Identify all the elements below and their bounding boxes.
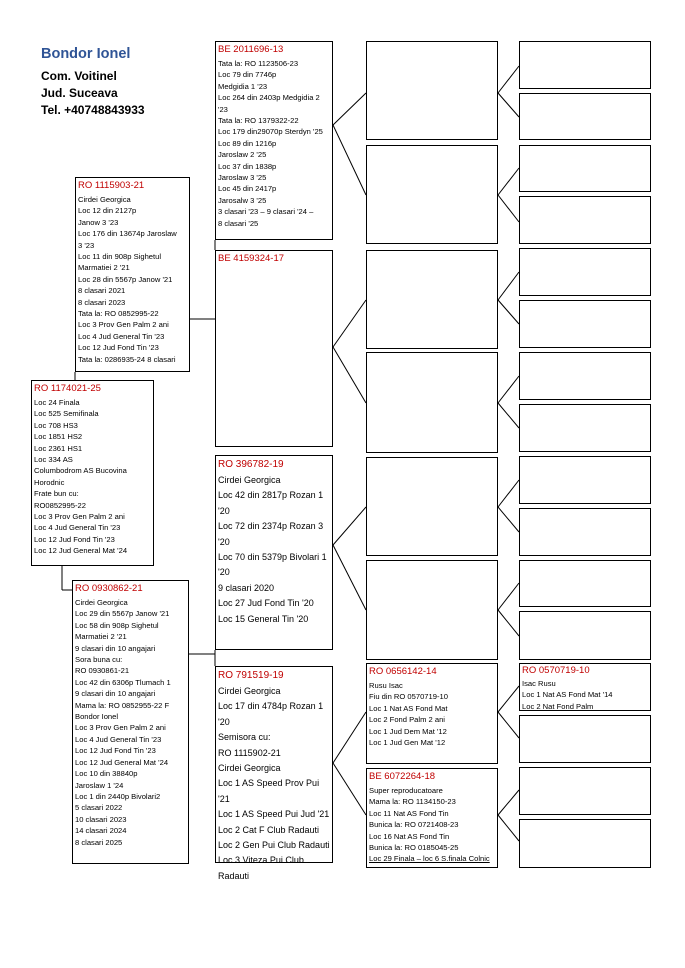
result-line: Loc 12 Jud Fond Tin '23 [34,534,115,544]
result-line: Mama la: RO 1134150-23 [369,797,456,807]
result-line: 3 '23 [78,240,95,250]
dam-dam-sire-sire-ring-id: RO 0570719-10 [522,665,590,676]
result-line: Janow 3 '23 [78,217,119,227]
result-line: Loc 12 Jud Fond Tin '23 [75,746,156,756]
result-line: Loc 2361 HS1 [34,443,83,453]
result-line: Loc 72 din 2374p Rozan 3 [218,521,324,532]
result-line: Loc 37 din 1838p [218,161,277,171]
result-line: Loc 4 Jud General Tin '23 [34,523,121,533]
gen4-box-4 [366,352,498,453]
result-line: RO 0930861-21 [75,666,130,676]
result-line: Jarosalw 3 '25 [218,195,267,205]
gen5-box-9 [519,456,651,504]
result-line: Loc 1 Jud Gen Mat '12 [369,738,446,748]
result-line: '20 [218,716,230,727]
result-line: 9 clasari din 10 angajari [75,643,156,653]
result-line: Tata la: RO 1379322-22 [218,116,299,126]
result-line: Jaroslaw 2 '25 [218,150,267,160]
gen5-box-1 [519,41,651,89]
gen5-box-10 [519,508,651,556]
result-line: Loc 2 Cat F Club Radauti [218,824,320,835]
result-line: Loc 42 din 2817p Rozan 1 [218,490,324,501]
result-line: 5 clasari 2022 [75,803,123,813]
result-line: Loc 24 Finala [34,398,80,407]
result-line: Loc 12 din 2127p [78,206,137,216]
result-line: '20 [218,567,230,578]
gen5-box-2 [519,93,651,140]
gen4-box-2 [366,145,498,244]
result-line: Loc 4 Jud General Tin '23 [75,734,162,744]
result-line: Rusu Isac [369,681,403,690]
result-line: Bondor Ionel [75,712,119,722]
dam-dam-dam-box [366,768,498,868]
result-line: Loc 10 din 38840p [75,769,138,779]
result-line: 8 clasari '25 [218,218,259,228]
gen5-box-12 [519,611,651,660]
result-line: Bunica la: RO 0721408-23 [369,820,459,830]
result-line: Loc 708 HS3 [34,420,78,430]
result-line: Radauti [218,870,250,881]
result-line: RO 1115902-21 [218,747,281,758]
dam-dam-sire-ring-id: RO 0656142-14 [369,666,437,677]
gen4-box-3 [366,250,498,349]
sire-dam-box [215,250,333,447]
result-line: Frate bun cu: [34,489,79,499]
result-line: Loc 12 Jud General Mat '24 [75,757,169,767]
dam-dam-sire-sire-box [519,663,651,711]
result-line: Loc 1 din 2440p Bivolari2 [75,791,161,801]
result-line: Sora buna cu: [75,655,123,665]
result-line: Horodnic [34,477,65,487]
dam-lines [73,597,188,848]
owner-phone: Tel. +40748843933 [41,103,145,117]
owner-info [41,46,145,119]
result-line: Marmatiei 2 '21 [75,632,127,642]
result-line: Loc 1851 HS2 [34,432,83,442]
result-line: Loc 58 din 908p Sighetul [75,620,159,630]
result-line: Loc 45 din 2417p [218,184,277,194]
result-line: 10 clasari 2023 [75,814,127,824]
dam-sire-ring-id: RO 396782-19 [218,459,284,470]
gen4-box-1 [366,41,498,140]
owner-name: Bondor Ionel [41,46,131,62]
result-line: Super reproducatoare [369,786,443,795]
gen5-box-8 [519,404,651,452]
result-line: Loc 176 din 13674p Jaroslaw [78,229,177,239]
result-line: Loc 2 Fond Palm 2 ani [369,715,445,725]
result-line: Loc 79 din 7746p [218,70,277,80]
result-line: 9 clasari din 10 angajari [75,689,156,699]
result-line: 14 clasari 2024 [75,826,127,836]
bird-box [31,380,154,566]
gen4-box-5 [366,457,498,556]
gen5-box-14 [519,715,651,763]
result-line: Loc 29 din 5567p Janow '21 [75,609,170,619]
result-line: Tata la: 0286935-24 8 clasari [78,354,176,364]
result-line: Loc 1 AS Speed Prov Pui [218,778,320,789]
result-line: Loc 4 Jud General Tin '23 [78,331,165,341]
gen5-box-6 [519,300,651,348]
bird-lines [32,397,153,557]
result-line: Loc 3 Prov Gen Palm 2 ani [34,512,125,522]
result-line: Loc 525 Semifinala [34,409,99,419]
result-line: Fiu din RO 0570719-10 [369,692,448,702]
result-line: '20 [218,505,230,516]
result-line: Loc 11 din 908p Sighetul [78,252,162,262]
dam-dam-sire-lines [367,680,497,748]
bird-ring-id: RO 1174021-25 [34,383,101,394]
sire-sire-ring-id: BE 2011696-13 [218,44,284,55]
result-line: Loc 89 din 1216p [218,138,277,148]
dam-dam-lines [216,684,332,884]
gen5-box-16 [519,819,651,868]
result-line: Jaroslaw 3 '25 [218,173,267,183]
result-line: Loc 70 din 5379p Bivolari 1 [218,552,327,563]
result-line: Loc 29 Finala – loc 6 S.finala Colnic [369,854,490,864]
result-line: Loc 2 Nat Fond Palm [522,701,594,711]
result-line: Columbodrom AS Bucovina [34,466,127,476]
result-line: Medgidia 1 '23 [218,81,268,91]
result-line: Semisora cu: [218,732,271,743]
dam-dam-sire-box [366,663,498,764]
gen5-box-15 [519,767,651,815]
sire-dam-ring-id: BE 4159324-17 [218,253,285,264]
dam-sire-lines [216,473,332,627]
result-line: Loc 1 AS Speed Pui Jud '21 [218,809,330,820]
result-line: Loc 12 Jud Fond Tin '23 [78,343,159,353]
result-line: 8 clasari 2021 [78,286,126,296]
result-line: Loc 28 din 5567p Janow '21 [78,274,173,284]
result-line: 8 clasari 2023 [78,297,126,307]
result-line: Loc 264 din 2403p Medgidia 2 [218,93,320,103]
result-line: Loc 16 Nat AS Fond Tin [369,831,450,841]
result-line: '23 [218,104,228,114]
result-line: Loc 1 Nat AS Fond Mat '14 [522,690,613,700]
result-line: '20 [218,536,230,547]
sire-sire-box [215,41,333,240]
gen4-box-6 [366,560,498,660]
result-line: 3 clasari '23 – 9 clasari '24 – [218,207,314,217]
dam-dam-dam-lines [367,785,497,865]
result-line: Jaroslaw 1 '24 [75,780,124,790]
result-line: Loc 3 Prov Gen Palm 2 ani [78,320,169,330]
result-line: Bunica la: RO 0185045-25 [369,843,459,853]
dam-dam-box [215,666,333,881]
dam-sire-box [215,455,333,650]
result-line: Loc 179 din29070p Sterdyn '25 [218,127,323,137]
gen5-box-11 [519,560,651,607]
result-line: Loc 17 din 4784p Rozan 1 [218,701,324,712]
result-line: Loc 334 AS [34,455,73,465]
gen5-box-4 [519,196,651,244]
result-line: Loc 1 Jud Dem Mat '12 [369,726,447,736]
result-line: 9 clasari 2020 [218,582,275,593]
result-line: Cirdei Georgica [218,686,281,696]
sire-lines [76,194,189,365]
result-line: Loc 3 Viteza Pui Club [218,855,304,866]
result-line: Cirdei Georgica [78,195,131,204]
sire-sire-lines [216,58,332,229]
dam-dam-sire-sire-lines [520,678,650,712]
result-line: Loc 42 din 6306p Tlumach 1 [75,677,171,687]
result-line: Loc 15 General Tin '20 [218,613,309,624]
result-line: Tata la: RO 1123506-23 [218,59,299,68]
result-line: Loc 3 Prov Gen Palm 2 ani [75,723,166,733]
result-line: Marmatiei 2 '21 [78,263,130,273]
result-line: Cirdei Georgica [218,763,281,774]
sire-box [75,177,190,372]
result-line: RO0852995-22 [34,500,86,510]
gen5-box-3 [519,145,651,192]
result-line: Cirdei Georgica [218,475,281,485]
result-line: Loc 27 Jud Fond Tin '20 [218,598,314,609]
gen5-box-5 [519,248,651,296]
result-line: Loc 11 Nat AS Fond Tin [369,808,449,818]
result-line: 8 clasari 2025 [75,837,123,847]
dam-dam-dam-ring-id: BE 6072264-18 [369,771,436,782]
dam-box [72,580,189,864]
result-line: Tata la: RO 0852995-22 [78,309,159,319]
owner-village: Com. Voitinel [41,69,117,83]
result-line: Isac Rusu [522,679,556,688]
result-line: '21 [218,793,230,804]
result-line: Mama la: RO 0852955-22 F [75,700,170,710]
result-line: Loc 12 Jud General Mat '24 [34,546,128,556]
result-line: Loc 2 Gen Pui Club Radauti [218,840,330,851]
dam-ring-id: RO 0930862-21 [75,583,143,594]
result-line: Cirdei Georgica [75,598,128,607]
owner-county: Jud. Suceava [41,86,118,100]
result-line: Loc 1 Nat AS Fond Mat [369,703,448,713]
gen5-box-7 [519,352,651,400]
dam-dam-ring-id: RO 791519-19 [218,670,284,681]
sire-ring-id: RO 1115903-21 [78,180,145,191]
